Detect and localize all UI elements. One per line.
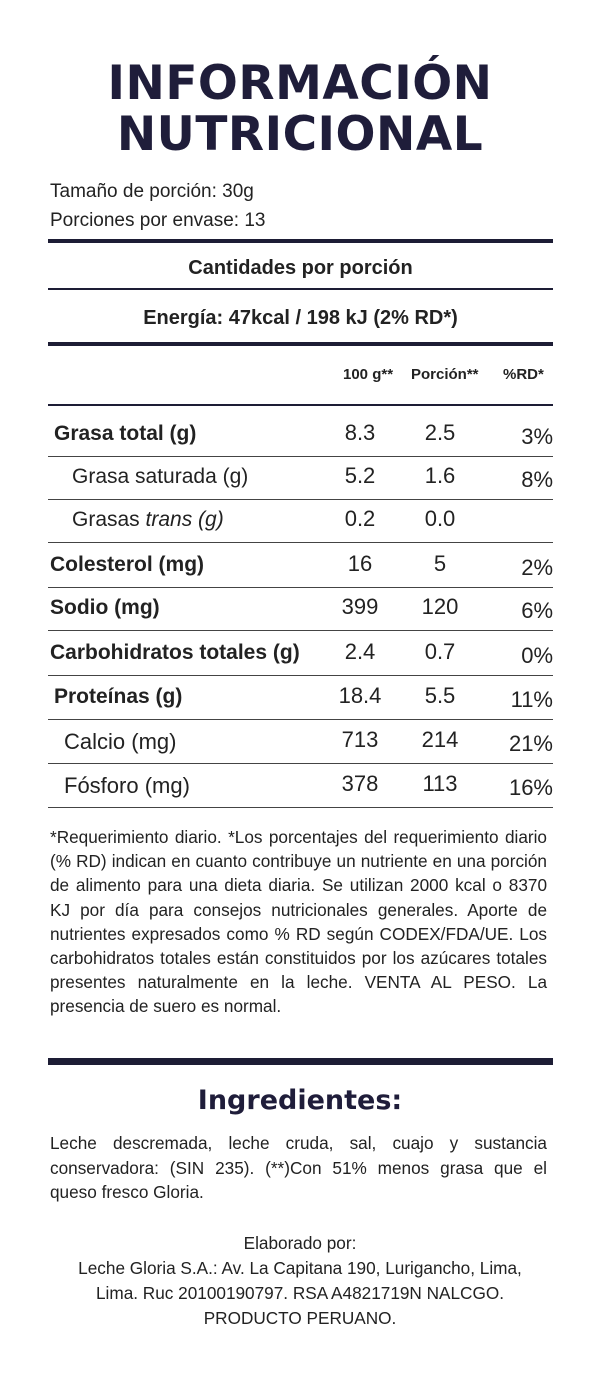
value-rd: 6% [521,598,553,623]
row-divider [48,542,553,543]
nutrient-label: Proteínas (g) [54,685,183,708]
maker-address-line-2: Lima. Ruc 20100190797. RSA A4821719N NALCGO. [96,1283,504,1303]
maker-address-line-1: Leche Gloria S.A.: Av. La Capitana 190, Lurigancho, Lima, [78,1258,522,1278]
column-header-100g: 100 g** [343,366,394,383]
column-header-rd: %RD* [503,366,544,383]
row-divider [48,675,553,676]
nutrient-label-prefix: Grasas [72,508,146,531]
nutrient-label-italic: trans (g) [145,508,224,531]
value-per-portion: 5.5 [424,683,456,708]
value-per-portion: 120 [421,594,459,619]
table-row [48,457,553,500]
column-header-portion: Porción** [411,366,479,383]
table-row [48,633,553,676]
value-per-portion: 113 [422,771,458,796]
table-row [48,588,553,631]
maker-origin: PRODUCTO PERUANO. [203,1308,397,1328]
divider-heavy [48,1058,553,1065]
row-divider [48,630,553,631]
serving-size: Tamaño de porción: 30g [50,181,254,202]
value-rd: 21% [508,731,553,756]
row-divider [48,763,553,764]
title-line-2: NUTRICIONAL [116,107,484,162]
value-rd: 11% [510,687,553,712]
value-per-100g: 399 [341,594,379,619]
row-divider [48,807,553,808]
nutrient-label: Sodio (mg) [50,596,160,619]
value-per-100g: 713 [341,727,379,752]
divider [48,288,553,290]
row-divider [48,719,553,720]
value-per-portion: 0.7 [424,639,456,664]
value-rd: 0% [521,643,553,668]
ingredients-title: Ingredientes: [197,1085,403,1116]
footnote: *Requerimiento diario. *Los porcentajes del requerimiento diario (% RD) indican en cuanto contribuye un nutriente en una porción de alimento para una dieta diaria. Se utilizan 2000 kcal o 8370 KJ por día para consejos nutricionales generales. Aporte de nutrientes expresados como % RD según CODEX/FDA/UE. Los carbohidratos totales están constituidos por los azúcares totales presentes naturalmente en la leche. VENTA AL PESO. La presencia de suero es normal. [50,827,547,1017]
value-rd: 8% [521,467,553,492]
value-per-100g: 16 [347,551,373,576]
value-per-100g: 2.4 [344,639,376,664]
value-per-100g: 0.2 [344,506,376,531]
table-row [48,721,553,764]
value-per-100g: 5.2 [344,463,376,488]
divider-thick [48,342,553,346]
value-rd: 16% [508,775,553,800]
value-per-portion: 2.5 [424,420,456,445]
table-row [48,414,553,457]
servings-per-container: Porciones por envase: 13 [50,210,266,231]
nutrient-label: Grasa saturada (g) [72,465,249,488]
ingredients-text: Leche descremada, leche cruda, sal, cuajo y sustancia conservadora: (SIN 235). (**)Con 51% menos grasa que el queso fresco Gloria. [50,1133,547,1202]
table-row [48,500,553,543]
amounts-heading: Cantidades por porción [188,257,413,279]
divider [48,404,553,406]
table-row [48,545,553,588]
title-line-1: INFORMACIÓN [107,56,493,111]
value-per-portion: 1.6 [424,463,456,488]
value-rd: 2% [521,555,553,580]
value-per-100g: 18.4 [338,683,382,708]
nutrient-label: Calcio (mg) [64,729,177,754]
nutrient-label [72,508,224,532]
energy-line: Energía: 47kcal / 198 kJ (2% RD*) [143,307,458,329]
nutrient-label: Fósforo (mg) [64,773,190,798]
value-per-portion: 5 [433,551,447,576]
value-per-100g: 8.3 [344,420,376,445]
nutrient-label: Colesterol (mg) [50,553,205,576]
table-row [48,677,553,720]
value-rd: 3% [521,424,553,449]
maker-label: Elaborado por: [243,1233,357,1253]
nutrient-label: Carbohidratos totales (g) [50,641,300,664]
value-per-portion: 0.0 [424,506,456,531]
table-row [48,765,553,808]
value-per-portion: 214 [421,727,459,752]
divider-thick [48,239,553,243]
nutrient-label: Grasa total (g) [54,422,197,445]
value-per-100g: 378 [341,771,379,796]
